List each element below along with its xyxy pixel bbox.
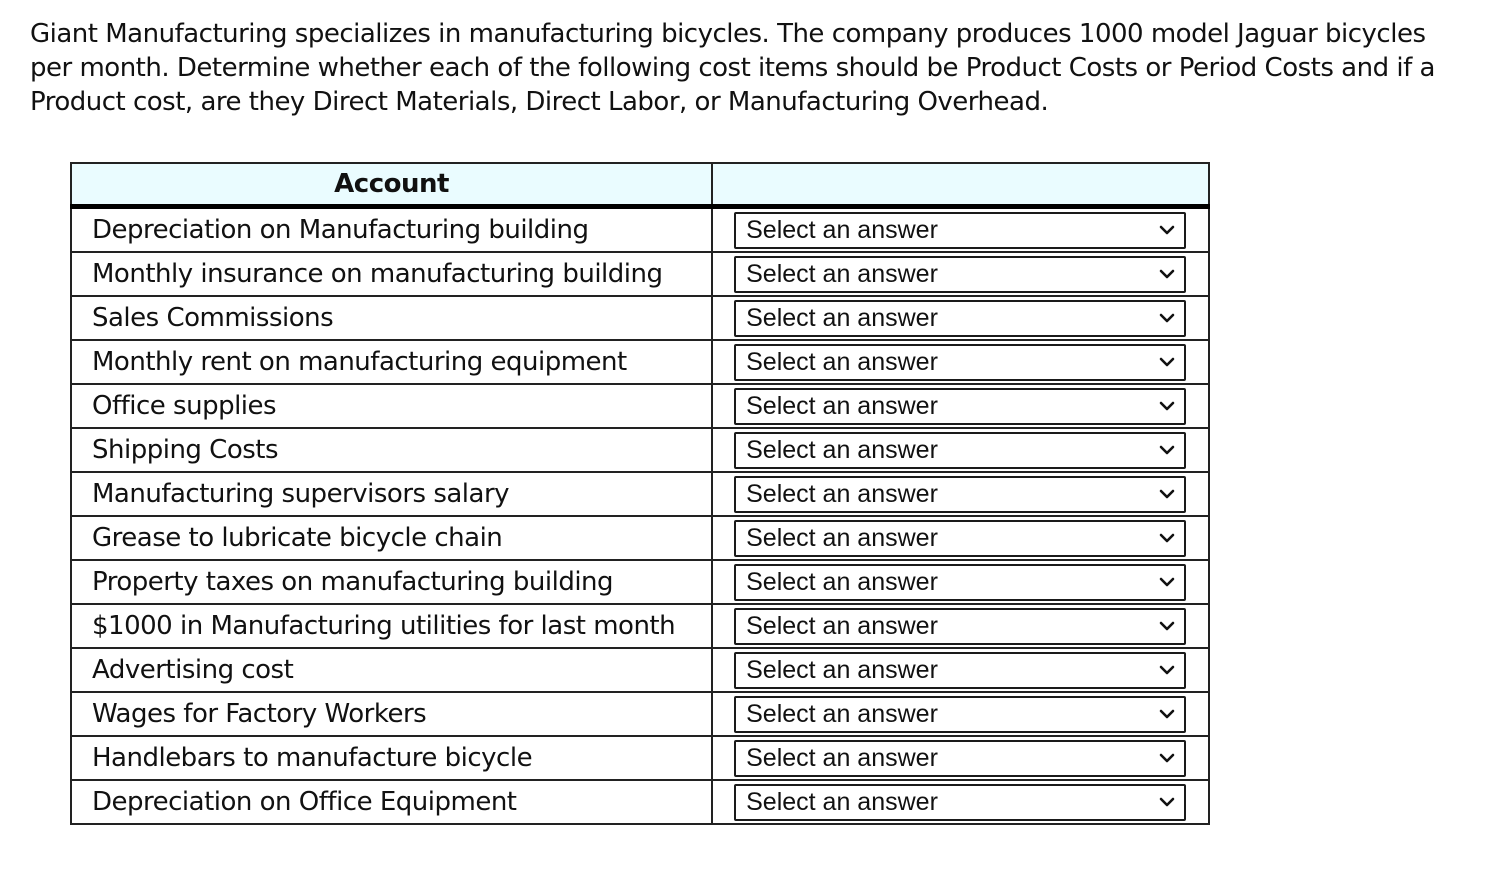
answer-cell xyxy=(712,296,1209,340)
table-header-row xyxy=(71,163,1209,207)
answer-select-value: Select an answer xyxy=(746,259,938,288)
cost-classification-table xyxy=(70,162,1210,825)
table-row xyxy=(71,692,1209,736)
account-name: Shipping Costs xyxy=(71,428,712,472)
answer-select-value: Select an answer xyxy=(746,655,938,684)
table-row xyxy=(71,604,1209,648)
answer-select-value: Select an answer xyxy=(746,699,938,728)
answer-cell xyxy=(712,604,1209,648)
chevron-down-icon xyxy=(1158,705,1176,723)
answer-select[interactable] xyxy=(734,256,1186,293)
table-row xyxy=(71,780,1209,824)
answer-select-value: Select an answer xyxy=(746,787,938,816)
account-name: Depreciation on Office Equipment xyxy=(71,780,712,824)
table-row xyxy=(71,472,1209,516)
chevron-down-icon xyxy=(1158,441,1176,459)
answer-select-value: Select an answer xyxy=(746,611,938,640)
table-row xyxy=(71,736,1209,780)
answer-select[interactable] xyxy=(734,476,1186,513)
chevron-down-icon xyxy=(1158,661,1176,679)
answer-cell xyxy=(712,428,1209,472)
account-name: $1000 in Manufacturing utilities for last month xyxy=(71,604,712,648)
account-column-header: Account xyxy=(71,163,712,207)
account-name: Advertising cost xyxy=(71,648,712,692)
answer-cell xyxy=(712,207,1209,253)
table-row xyxy=(71,340,1209,384)
answer-cell xyxy=(712,384,1209,428)
table-row xyxy=(71,252,1209,296)
answer-cell xyxy=(712,736,1209,780)
table-row xyxy=(71,560,1209,604)
chevron-down-icon xyxy=(1158,529,1176,547)
chevron-down-icon xyxy=(1158,485,1176,503)
account-name: Grease to lubricate bicycle chain xyxy=(71,516,712,560)
chevron-down-icon xyxy=(1158,397,1176,415)
chevron-down-icon xyxy=(1158,573,1176,591)
chevron-down-icon xyxy=(1158,221,1176,239)
answer-select[interactable] xyxy=(734,432,1186,469)
account-name: Office supplies xyxy=(71,384,712,428)
answer-select-value: Select an answer xyxy=(746,435,938,464)
answer-cell xyxy=(712,648,1209,692)
answer-cell xyxy=(712,472,1209,516)
answer-select-value: Select an answer xyxy=(746,391,938,420)
answer-select-value: Select an answer xyxy=(746,347,938,376)
account-name: Monthly rent on manufacturing equipment xyxy=(71,340,712,384)
answer-cell xyxy=(712,692,1209,736)
answer-cell xyxy=(712,560,1209,604)
answer-cell xyxy=(712,340,1209,384)
answer-select-value: Select an answer xyxy=(746,303,938,332)
table-row xyxy=(71,296,1209,340)
answer-select[interactable] xyxy=(734,608,1186,645)
answer-select[interactable] xyxy=(734,696,1186,733)
answer-select[interactable] xyxy=(734,520,1186,557)
answer-select-value: Select an answer xyxy=(746,567,938,596)
answer-select[interactable] xyxy=(734,388,1186,425)
account-name: Manufacturing supervisors salary xyxy=(71,472,712,516)
chevron-down-icon xyxy=(1158,793,1176,811)
answer-select-value: Select an answer xyxy=(746,743,938,772)
answer-select-value: Select an answer xyxy=(746,523,938,552)
answer-select[interactable] xyxy=(734,212,1186,249)
table-row xyxy=(71,384,1209,428)
answer-select-value: Select an answer xyxy=(746,479,938,508)
chevron-down-icon xyxy=(1158,749,1176,767)
account-name: Property taxes on manufacturing building xyxy=(71,560,712,604)
account-name: Depreciation on Manufacturing building xyxy=(71,207,712,253)
chevron-down-icon xyxy=(1158,309,1176,327)
answer-cell xyxy=(712,516,1209,560)
chevron-down-icon xyxy=(1158,617,1176,635)
account-name: Handlebars to manufacture bicycle xyxy=(71,736,712,780)
account-name: Wages for Factory Workers xyxy=(71,692,712,736)
question-text: Giant Manufacturing specializes in manufacturing bicycles. The company produces 1000 model Jaguar bicycles per month. Determine whether each of the following cost items should be Product Costs or Period Costs and if a Product cost, are they Direct Materials, Direct Labor, or Manufacturing Overhead. xyxy=(30,19,1435,117)
answer-select[interactable] xyxy=(734,344,1186,381)
account-name: Sales Commissions xyxy=(71,296,712,340)
table-row xyxy=(71,516,1209,560)
table-row xyxy=(71,207,1209,253)
answer-select[interactable] xyxy=(734,300,1186,337)
answer-select[interactable] xyxy=(734,784,1186,821)
answer-select[interactable] xyxy=(734,740,1186,777)
chevron-down-icon xyxy=(1158,353,1176,371)
answer-select[interactable] xyxy=(734,652,1186,689)
account-name: Monthly insurance on manufacturing building xyxy=(71,252,712,296)
answer-cell xyxy=(712,252,1209,296)
answer-cell xyxy=(712,780,1209,824)
answer-select-value: Select an answer xyxy=(746,215,938,244)
chevron-down-icon xyxy=(1158,265,1176,283)
table-row xyxy=(71,428,1209,472)
table-row xyxy=(71,648,1209,692)
answer-select[interactable] xyxy=(734,564,1186,601)
answer-column-header xyxy=(712,163,1209,207)
